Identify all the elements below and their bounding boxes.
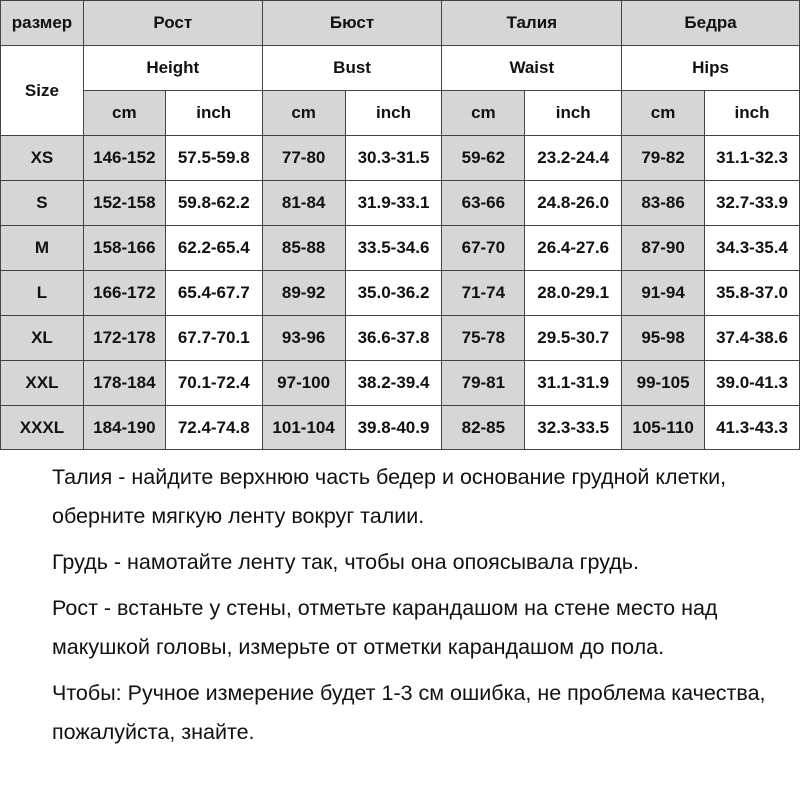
table-row	[1, 361, 800, 406]
table-cell: 35.8-37.0	[705, 271, 800, 316]
table-cell: 23.2-24.4	[525, 136, 622, 181]
table-cell: 33.5-34.6	[345, 226, 442, 271]
table-cell: 85-88	[262, 226, 345, 271]
table-cell: 38.2-39.4	[345, 361, 442, 406]
unit-cell: inch	[345, 91, 442, 136]
note-bust: Грудь - намотайте ленту так, чтобы она опоясывала грудь.	[52, 550, 639, 574]
table-cell: 37.4-38.6	[705, 316, 800, 361]
table-cell: 71-74	[442, 271, 525, 316]
table-cell: 146-152	[83, 136, 165, 181]
table-cell: 152-158	[83, 181, 165, 226]
unit-cell: inch	[525, 91, 622, 136]
table-cell: 59-62	[442, 136, 525, 181]
note-waist: Талия - найдите верхнюю часть бедер и основание грудной клетки, оберните мягкую ленту вокруг талии.	[52, 465, 727, 528]
unit-cell: inch	[705, 91, 800, 136]
table-cell: 166-172	[83, 271, 165, 316]
table-cell: 34.3-35.4	[705, 226, 800, 271]
table-row	[1, 316, 800, 361]
table-row	[1, 226, 800, 271]
table-cell: 63-66	[442, 181, 525, 226]
table-row	[1, 181, 800, 226]
table-cell: 75-78	[442, 316, 525, 361]
unit-cell: cm	[262, 91, 345, 136]
note-height: Рост - встаньте у стены, отметьте карандашом на стене место над макушкой головы, измерьте от отметки карандашом до пола.	[52, 596, 718, 659]
table-cell: 93-96	[262, 316, 345, 361]
table-cell: 99-105	[622, 361, 705, 406]
table-cell: 32.3-33.5	[525, 406, 622, 450]
header-size-en: Size	[1, 46, 84, 136]
measurement-notes	[52, 458, 792, 752]
table-cell: 31.1-32.3	[705, 136, 800, 181]
table-row	[1, 406, 800, 450]
table-cell: 41.3-43.3	[705, 406, 800, 450]
table-cell: 105-110	[622, 406, 705, 450]
table-cell: 101-104	[262, 406, 345, 450]
table-row	[1, 136, 800, 181]
table-cell: 32.7-33.9	[705, 181, 800, 226]
table-cell: 29.5-30.7	[525, 316, 622, 361]
unit-cell: cm	[83, 91, 165, 136]
header-hips-en: Hips	[622, 46, 800, 91]
table-cell: 26.4-27.6	[525, 226, 622, 271]
table-row	[1, 271, 800, 316]
table-cell: 83-86	[622, 181, 705, 226]
header-bust-en: Bust	[262, 46, 442, 91]
size-label: M	[1, 226, 84, 271]
table-cell: 57.5-59.8	[165, 136, 262, 181]
note-disclaimer: Чтобы: Ручное измерение будет 1-3 см ошибка, не проблема качества, пожалуйста, знайте.	[52, 681, 766, 744]
table-cell: 36.6-37.8	[345, 316, 442, 361]
table-cell: 95-98	[622, 316, 705, 361]
table-cell: 59.8-62.2	[165, 181, 262, 226]
size-label: XXL	[1, 361, 84, 406]
table-cell: 31.9-33.1	[345, 181, 442, 226]
table-cell: 30.3-31.5	[345, 136, 442, 181]
table-cell: 82-85	[442, 406, 525, 450]
table-cell: 70.1-72.4	[165, 361, 262, 406]
table-cell: 39.8-40.9	[345, 406, 442, 450]
table-cell: 79-81	[442, 361, 525, 406]
size-label: XL	[1, 316, 84, 361]
table-cell: 39.0-41.3	[705, 361, 800, 406]
size-label: XS	[1, 136, 84, 181]
header-row-ru	[1, 1, 800, 46]
header-waist-ru: Талия	[442, 1, 622, 46]
table-cell: 79-82	[622, 136, 705, 181]
header-waist-en: Waist	[442, 46, 622, 91]
table-cell: 62.2-65.4	[165, 226, 262, 271]
header-row-units	[1, 91, 800, 136]
table-cell: 89-92	[262, 271, 345, 316]
table-cell: 72.4-74.8	[165, 406, 262, 450]
table-cell: 87-90	[622, 226, 705, 271]
table-cell: 31.1-31.9	[525, 361, 622, 406]
table-cell: 158-166	[83, 226, 165, 271]
header-height-ru: Рост	[83, 1, 262, 46]
size-label: S	[1, 181, 84, 226]
header-height-en: Height	[83, 46, 262, 91]
table-cell: 77-80	[262, 136, 345, 181]
header-size-ru: размер	[1, 1, 84, 46]
table-cell: 91-94	[622, 271, 705, 316]
header-bust-ru: Бюст	[262, 1, 442, 46]
table-cell: 97-100	[262, 361, 345, 406]
table-cell: 28.0-29.1	[525, 271, 622, 316]
table-cell: 24.8-26.0	[525, 181, 622, 226]
table-cell: 172-178	[83, 316, 165, 361]
table-cell: 81-84	[262, 181, 345, 226]
table-cell: 35.0-36.2	[345, 271, 442, 316]
size-label: L	[1, 271, 84, 316]
table-cell: 184-190	[83, 406, 165, 450]
unit-cell: cm	[442, 91, 525, 136]
table-cell: 67-70	[442, 226, 525, 271]
size-label: XXXL	[1, 406, 84, 450]
header-row-en	[1, 46, 800, 91]
unit-cell: cm	[622, 91, 705, 136]
table-cell: 67.7-70.1	[165, 316, 262, 361]
table-cell: 178-184	[83, 361, 165, 406]
table-cell: 65.4-67.7	[165, 271, 262, 316]
unit-cell: inch	[165, 91, 262, 136]
header-hips-ru: Бедра	[622, 1, 800, 46]
